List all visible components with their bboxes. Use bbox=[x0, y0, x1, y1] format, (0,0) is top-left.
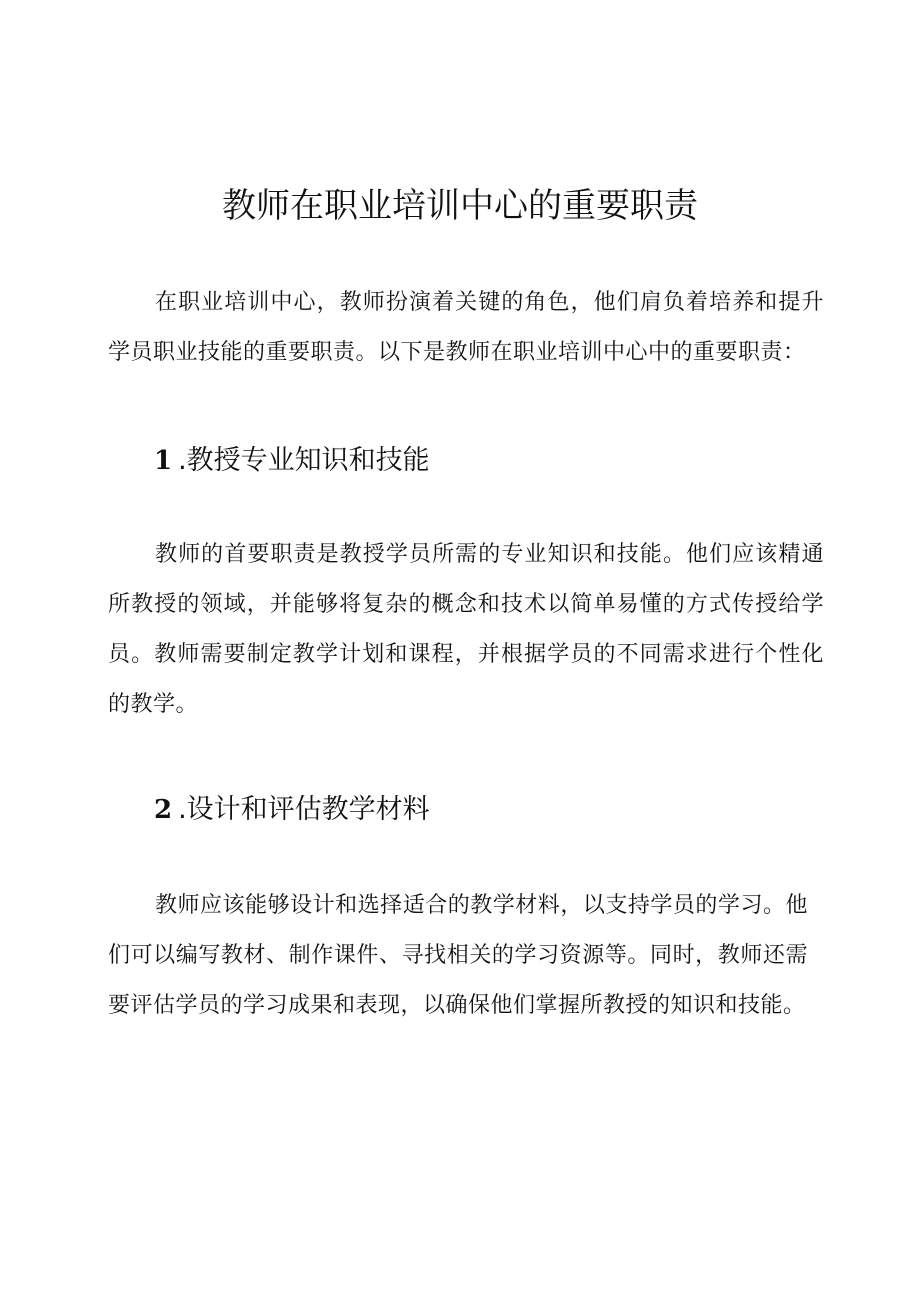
page-title: 教师在职业培训中心的重要职责 bbox=[222, 186, 698, 226]
intro-paragraph: 在职业培训中心，教师扮演着关键的角色，他们肩负着培养和提升学员职业技能的重要职责。以下是教师在职业培训中心中的重要职责： bbox=[108, 290, 824, 365]
section-1-title: .教授专业知识和技能 bbox=[178, 445, 430, 476]
section-2-heading bbox=[154, 790, 430, 830]
section-1-paragraph: 教师的首要职责是教授学员所需的专业知识和技能。他们应该精通所教授的领域，并能够将复杂的概念和技术以简单易懂的方式传授给学员。教师需要制定教学计划和课程，并根据学员的不同需求进行个性化的教学。 bbox=[108, 542, 824, 717]
section-2-paragraph: 教师应该能够设计和选择适合的教学材料，以支持学员的学习。他们可以编写教材、制作课件、寻找相关的学习资源等。同时，教师还需要评估学员的学习成果和表现，以确保他们掌握所教授的知识和技能。 bbox=[108, 893, 808, 1018]
section-1-heading bbox=[154, 441, 430, 481]
section-2-number: 2 bbox=[154, 795, 173, 825]
section-2-title: .设计和评估教学材料 bbox=[178, 794, 430, 825]
section-1-number: 1 bbox=[154, 446, 173, 476]
